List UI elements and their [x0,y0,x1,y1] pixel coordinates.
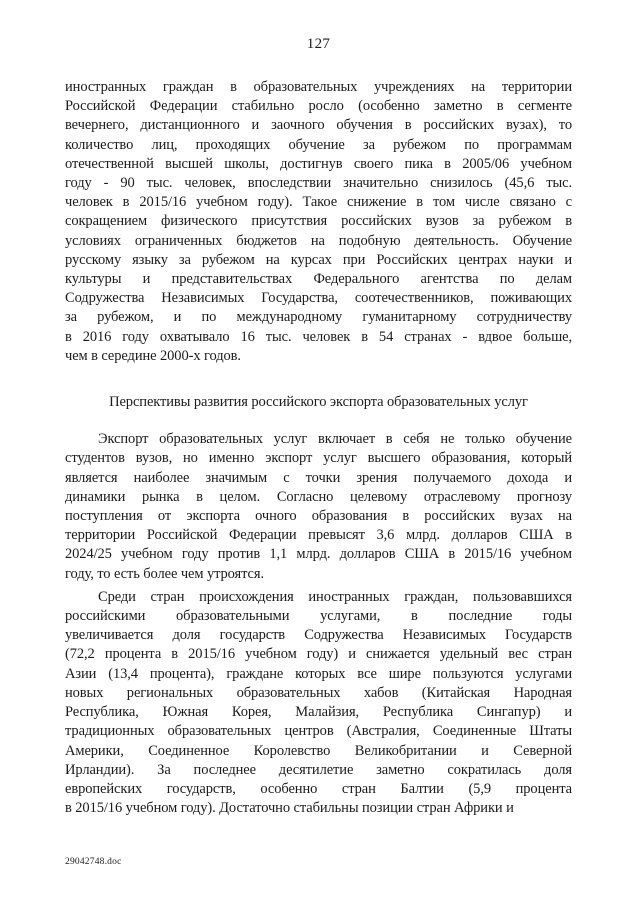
text-line: в 2016 году охватывало 16 тыс. человек в 54 странах - вдвое больше, [65,328,572,345]
text-line: условиях ограниченных бюджетов на подобную деятельность. Обучение [65,232,572,249]
text-line: российскими образовательными услугами, в последние годы [65,608,572,625]
text-line: человек в 2015/16 учебном году). Такое снижение в том числе связано с [65,194,572,211]
text-line: Экспорт образовательных услуг включает в себя не только обучение [98,431,572,448]
text-line: увеличивается доля государств Содружества Независимых Государств [65,627,572,644]
text-line: отечественной высшей школы, достигнув своего пика в 2005/06 учебном [65,155,572,172]
text-line: Республика, Южная Корея, Малайзия, Республика Сингапур) и [65,704,572,721]
footer-filename: 29042748.doc [65,857,122,867]
text-line: европейских государств, особенно стран Балтии (5,9 процента [65,780,572,797]
text-line: в 2015/16 учебном году). Достаточно стабильны позиции стран Африки и [65,800,514,817]
text-line: динамики рынка в целом. Согласно целевому отраслевому прогнозу [65,488,572,505]
document-body [65,78,572,818]
text-line: Содружества Независимых Государства, соотечественников, поживающих [65,290,572,307]
section-heading: Перспективы развития российского экспорта образовательных услуг [109,394,528,411]
text-line: традиционных образовательных центров (Австралия, Соединенные Штаты [65,723,572,740]
text-line: (72,2 процента в 2015/16 учебном году) и снижается удельный вес стран [65,646,572,663]
text-line: году - 90 тыс. человек, впоследствии значительно снизилось (45,6 тыс. [65,175,572,192]
text-line: русскому языку за рубежом на курсах при Российских центрах науки и [65,251,572,268]
paragraph [65,430,572,584]
text-line: году, то есть более чем утроятся. [65,565,264,582]
text-line: территории Российской Федерации превысят 3,6 млрд. долларов США в [65,527,572,544]
text-line: сокращением физического присутствия российских вузов за рубежом в [65,213,572,230]
text-line: Среди стран происхождения иностранных граждан, пользовавшихся [98,588,572,605]
text-line: культуры и представительствах Федерального агентства по делам [65,271,572,288]
paragraph [65,588,572,818]
text-line: является наиболее значимым с точки зрения получаемого дохода и [65,469,572,486]
text-line: Америки, Соединенное Королевство Великобритании и Северной [65,742,572,759]
text-line: количество лиц, проходящих обучение за рубежом по программам [65,136,572,153]
text-line: иностранных граждан в образовательных учреждениях на территории [65,79,572,95]
text-line: Ирландии). За последнее десятилетие заметно сократилась доля [65,761,572,778]
text-line: поступления от экспорта очного образования в российских вузах на [65,508,572,525]
text-line: чем в середине 2000-х годов. [65,347,241,364]
paragraph [65,78,572,366]
text-line: вечернего, дистанционного и заочного обучения в российских вузах), то [65,117,572,134]
text-line: новых региональных образовательных хабов (Китайская Народная [65,684,572,701]
text-line: Азии (13,4 процента), граждане которых все шире пользуются услугами [65,665,572,682]
page-number: 127 [306,36,331,52]
text-line: Российской Федерации стабильно росло (особенно заметно в сегменте [65,98,572,115]
text-line: студентов вузов, но именно экспорт услуг высшего образования, который [65,450,572,467]
text-line: 2024/25 учебном году против 1,1 млрд. долларов США в 2015/16 учебном [65,546,572,563]
text-line: за рубежом, и по международному гуманитарному сотрудничеству [65,309,572,326]
